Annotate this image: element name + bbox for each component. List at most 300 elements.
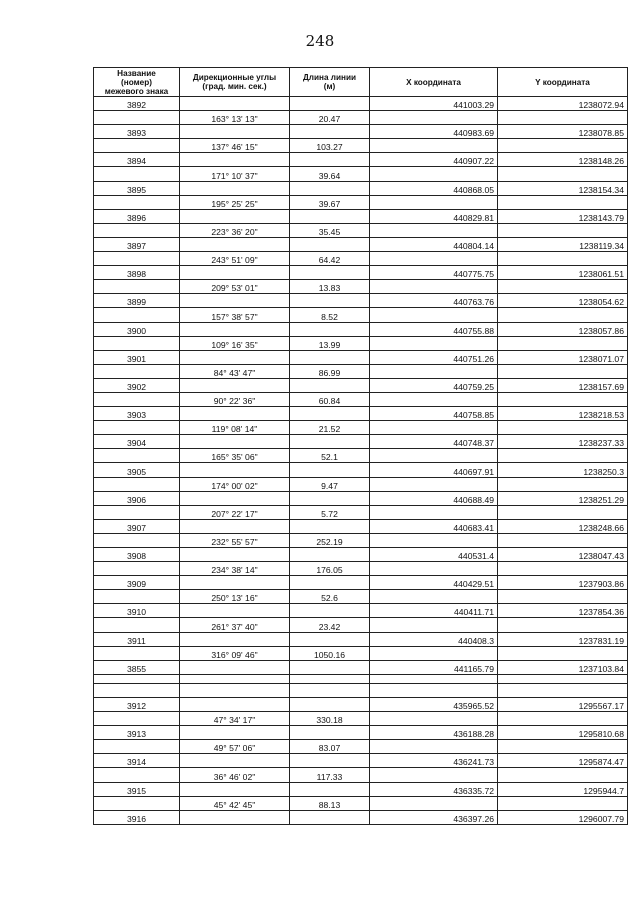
name-cell: 3904 <box>94 435 180 449</box>
length-cell <box>290 153 370 167</box>
name-cell <box>94 618 180 632</box>
y-coordinate-cell: 1237103.84 <box>498 660 628 674</box>
length-cell <box>290 726 370 740</box>
x-coordinate-cell <box>370 683 498 697</box>
length-cell: 176.05 <box>290 562 370 576</box>
x-coordinate-cell <box>370 505 498 519</box>
table-header-row <box>94 68 628 97</box>
y-coordinate-cell: 1238047.43 <box>498 548 628 562</box>
length-cell <box>290 491 370 505</box>
segment-row <box>94 252 628 266</box>
y-coordinate-cell <box>498 477 628 491</box>
x-coordinate-cell <box>370 252 498 266</box>
y-coordinate-cell: 1238061.51 <box>498 266 628 280</box>
angle-cell: 49° 57' 06" <box>180 740 290 754</box>
y-coordinate-cell: 1238248.66 <box>498 519 628 533</box>
y-coordinate-cell: 1238072.94 <box>498 97 628 111</box>
name-cell: 3895 <box>94 181 180 195</box>
name-cell: 3893 <box>94 125 180 139</box>
header-name <box>94 68 180 97</box>
y-coordinate-cell <box>498 683 628 697</box>
length-cell: 9.47 <box>290 477 370 491</box>
name-cell <box>94 308 180 322</box>
y-coordinate-cell <box>498 618 628 632</box>
segment-row <box>94 768 628 782</box>
angle-cell: 90° 22' 36" <box>180 392 290 406</box>
y-coordinate-cell <box>498 392 628 406</box>
x-coordinate-cell <box>370 111 498 125</box>
segment-row <box>94 712 628 726</box>
x-coordinate-cell: 440408.3 <box>370 632 498 646</box>
angle-cell <box>180 463 290 477</box>
header-length-line-1: Длина линии <box>302 73 357 82</box>
name-cell: 3912 <box>94 697 180 711</box>
segment-row <box>94 308 628 322</box>
name-cell <box>94 768 180 782</box>
page-number: 248 <box>305 32 335 50</box>
header-name-line-1: Название <box>117 68 156 78</box>
angle-cell <box>180 604 290 618</box>
name-cell: 3897 <box>94 237 180 251</box>
y-coordinate-cell: 1295944.7 <box>498 782 628 796</box>
length-cell <box>290 754 370 768</box>
name-cell <box>94 740 180 754</box>
length-cell: 88.13 <box>290 796 370 810</box>
angle-cell <box>180 322 290 336</box>
x-coordinate-cell: 440829.81 <box>370 209 498 223</box>
segment-row <box>94 590 628 604</box>
segment-row <box>94 392 628 406</box>
length-cell <box>290 350 370 364</box>
length-cell: 117.33 <box>290 768 370 782</box>
length-cell: 252.19 <box>290 533 370 547</box>
angle-cell <box>180 548 290 562</box>
length-cell <box>290 181 370 195</box>
angle-cell: 243° 51' 09" <box>180 252 290 266</box>
angle-cell <box>180 576 290 590</box>
y-coordinate-cell: 1238143.79 <box>498 209 628 223</box>
x-coordinate-cell: 440429.51 <box>370 576 498 590</box>
name-cell: 3855 <box>94 660 180 674</box>
point-row <box>94 97 628 111</box>
angle-cell: 165° 35' 06" <box>180 449 290 463</box>
angle-cell <box>180 378 290 392</box>
x-coordinate-cell: 440775.75 <box>370 266 498 280</box>
segment-row <box>94 336 628 350</box>
point-row <box>94 266 628 280</box>
name-cell <box>94 252 180 266</box>
x-coordinate-cell: 440868.05 <box>370 181 498 195</box>
angle-cell <box>180 350 290 364</box>
y-coordinate-cell: 1238157.69 <box>498 378 628 392</box>
segment-row <box>94 167 628 181</box>
name-cell: 3900 <box>94 322 180 336</box>
length-cell <box>290 683 370 697</box>
point-row <box>94 125 628 139</box>
angle-cell: 47° 34' 17" <box>180 712 290 726</box>
x-coordinate-cell <box>370 223 498 237</box>
header-x-line-1: X координата <box>406 77 461 87</box>
x-coordinate-cell: 435965.52 <box>370 697 498 711</box>
x-coordinate-cell: 440983.69 <box>370 125 498 139</box>
x-coordinate-cell: 441003.29 <box>370 97 498 111</box>
y-coordinate-cell <box>498 740 628 754</box>
segment-row <box>94 740 628 754</box>
y-coordinate-cell <box>498 195 628 209</box>
y-coordinate-cell <box>498 111 628 125</box>
y-coordinate-cell: 1238148.26 <box>498 153 628 167</box>
length-cell: 5.72 <box>290 505 370 519</box>
x-coordinate-cell <box>370 167 498 181</box>
name-cell: 3915 <box>94 782 180 796</box>
y-coordinate-cell <box>498 533 628 547</box>
x-coordinate-cell <box>370 618 498 632</box>
x-coordinate-cell <box>370 195 498 209</box>
name-cell <box>94 139 180 153</box>
y-coordinate-cell: 1295810.68 <box>498 726 628 740</box>
y-coordinate-cell <box>498 223 628 237</box>
x-coordinate-cell: 440697.91 <box>370 463 498 477</box>
y-coordinate-cell <box>498 308 628 322</box>
x-coordinate-cell: 440683.41 <box>370 519 498 533</box>
point-row <box>94 378 628 392</box>
angle-cell: 119° 08' 14" <box>180 421 290 435</box>
angle-cell <box>180 294 290 308</box>
point-row <box>94 632 628 646</box>
header-length <box>290 68 370 97</box>
length-cell: 64.42 <box>290 252 370 266</box>
name-cell: 3896 <box>94 209 180 223</box>
segment-row <box>94 280 628 294</box>
header-name-line-2: (номер) <box>121 77 152 87</box>
name-cell <box>94 533 180 547</box>
y-coordinate-cell <box>498 796 628 810</box>
angle-cell <box>180 153 290 167</box>
angle-cell: 232° 55' 57" <box>180 533 290 547</box>
name-cell: 3901 <box>94 350 180 364</box>
length-cell: 8.52 <box>290 308 370 322</box>
header-angle-line-1: Дирекционные углы <box>192 73 277 82</box>
angle-cell <box>180 683 290 697</box>
x-coordinate-cell: 436397.26 <box>370 810 498 824</box>
blank-row <box>94 683 628 697</box>
name-cell: 3914 <box>94 754 180 768</box>
y-coordinate-cell: 1237854.36 <box>498 604 628 618</box>
y-coordinate-cell: 1238078.85 <box>498 125 628 139</box>
y-coordinate-cell: 1296007.79 <box>498 810 628 824</box>
y-coordinate-cell: 1238237.33 <box>498 435 628 449</box>
x-coordinate-cell: 436241.73 <box>370 754 498 768</box>
header-length-line-2: (м) <box>323 82 336 91</box>
header-angle <box>180 68 290 97</box>
angle-cell <box>180 209 290 223</box>
x-coordinate-cell <box>370 674 498 683</box>
point-row <box>94 604 628 618</box>
name-cell <box>94 505 180 519</box>
angle-cell <box>180 125 290 139</box>
x-coordinate-cell <box>370 139 498 153</box>
length-cell <box>290 674 370 683</box>
angle-cell: 261° 37' 40" <box>180 618 290 632</box>
x-coordinate-cell: 436188.28 <box>370 726 498 740</box>
length-cell <box>290 632 370 646</box>
point-row <box>94 181 628 195</box>
name-cell: 3908 <box>94 548 180 562</box>
angle-cell: 223° 36' 20" <box>180 223 290 237</box>
length-cell <box>290 548 370 562</box>
y-coordinate-cell <box>498 646 628 660</box>
length-cell: 21.52 <box>290 421 370 435</box>
angle-cell <box>180 754 290 768</box>
name-cell <box>94 712 180 726</box>
x-coordinate-cell <box>370 768 498 782</box>
x-coordinate-cell: 440758.85 <box>370 407 498 421</box>
x-coordinate-cell <box>370 740 498 754</box>
angle-cell: 109° 16' 35" <box>180 336 290 350</box>
x-coordinate-cell: 440411.71 <box>370 604 498 618</box>
name-cell <box>94 280 180 294</box>
point-row <box>94 754 628 768</box>
y-coordinate-cell: 1238119.34 <box>498 237 628 251</box>
angle-cell: 36° 46' 02" <box>180 768 290 782</box>
point-row <box>94 548 628 562</box>
y-coordinate-cell <box>498 336 628 350</box>
y-coordinate-cell <box>498 421 628 435</box>
y-coordinate-cell: 1237903.86 <box>498 576 628 590</box>
length-cell <box>290 519 370 533</box>
x-coordinate-cell: 436335.72 <box>370 782 498 796</box>
header-x <box>370 68 498 97</box>
x-coordinate-cell: 440755.88 <box>370 322 498 336</box>
name-cell: 3911 <box>94 632 180 646</box>
angle-cell: 137° 46' 15" <box>180 139 290 153</box>
y-coordinate-cell: 1295874.47 <box>498 754 628 768</box>
point-row <box>94 576 628 590</box>
angle-cell <box>180 660 290 674</box>
y-coordinate-cell <box>498 562 628 576</box>
segment-row <box>94 449 628 463</box>
boundary-coordinates-table <box>93 67 628 825</box>
separator-row <box>94 674 628 683</box>
length-cell <box>290 660 370 674</box>
name-cell: 3906 <box>94 491 180 505</box>
segment-row <box>94 139 628 153</box>
angle-cell <box>180 726 290 740</box>
name-cell <box>94 796 180 810</box>
angle-cell <box>180 181 290 195</box>
name-cell: 3907 <box>94 519 180 533</box>
x-coordinate-cell <box>370 646 498 660</box>
length-cell <box>290 209 370 223</box>
length-cell <box>290 378 370 392</box>
point-row <box>94 519 628 533</box>
x-coordinate-cell: 440759.25 <box>370 378 498 392</box>
point-row <box>94 435 628 449</box>
x-coordinate-cell: 441165.79 <box>370 660 498 674</box>
name-cell <box>94 195 180 209</box>
x-coordinate-cell: 440748.37 <box>370 435 498 449</box>
x-coordinate-cell <box>370 562 498 576</box>
y-coordinate-cell: 1237831.19 <box>498 632 628 646</box>
point-row <box>94 810 628 824</box>
x-coordinate-cell <box>370 392 498 406</box>
segment-row <box>94 421 628 435</box>
point-row <box>94 407 628 421</box>
length-cell <box>290 697 370 711</box>
header-angle-line-2: (град. мин. сек.) <box>202 82 267 91</box>
length-cell: 20.47 <box>290 111 370 125</box>
name-cell <box>94 590 180 604</box>
y-coordinate-cell <box>498 167 628 181</box>
length-cell: 103.27 <box>290 139 370 153</box>
y-coordinate-cell <box>498 364 628 378</box>
angle-cell: 45° 42' 45" <box>180 796 290 810</box>
segment-row <box>94 223 628 237</box>
length-cell: 60.84 <box>290 392 370 406</box>
length-cell: 39.64 <box>290 167 370 181</box>
length-cell <box>290 463 370 477</box>
angle-cell <box>180 519 290 533</box>
segment-row <box>94 364 628 378</box>
y-coordinate-cell: 1238251.29 <box>498 491 628 505</box>
x-coordinate-cell <box>370 336 498 350</box>
x-coordinate-cell: 440907.22 <box>370 153 498 167</box>
point-row <box>94 322 628 336</box>
table-body <box>94 97 628 825</box>
length-cell: 83.07 <box>290 740 370 754</box>
y-coordinate-cell: 1295567.17 <box>498 697 628 711</box>
point-row <box>94 350 628 364</box>
length-cell <box>290 237 370 251</box>
point-row <box>94 491 628 505</box>
x-coordinate-cell: 440531.4 <box>370 548 498 562</box>
length-cell <box>290 125 370 139</box>
length-cell <box>290 604 370 618</box>
point-row <box>94 294 628 308</box>
x-coordinate-cell: 440804.14 <box>370 237 498 251</box>
length-cell: 86.99 <box>290 364 370 378</box>
y-coordinate-cell <box>498 139 628 153</box>
y-coordinate-cell <box>498 712 628 726</box>
x-coordinate-cell <box>370 449 498 463</box>
length-cell: 1050.16 <box>290 646 370 660</box>
name-cell <box>94 646 180 660</box>
y-coordinate-cell <box>498 590 628 604</box>
segment-row <box>94 618 628 632</box>
length-cell <box>290 435 370 449</box>
x-coordinate-cell <box>370 280 498 294</box>
x-coordinate-cell <box>370 421 498 435</box>
name-cell <box>94 421 180 435</box>
point-row <box>94 463 628 477</box>
angle-cell <box>180 810 290 824</box>
name-cell: 3905 <box>94 463 180 477</box>
name-cell: 3898 <box>94 266 180 280</box>
name-cell: 3903 <box>94 407 180 421</box>
angle-cell <box>180 697 290 711</box>
x-coordinate-cell: 440688.49 <box>370 491 498 505</box>
y-coordinate-cell: 1238071.07 <box>498 350 628 364</box>
point-row <box>94 697 628 711</box>
length-cell <box>290 322 370 336</box>
point-row <box>94 209 628 223</box>
y-coordinate-cell <box>498 674 628 683</box>
angle-cell: 207° 22' 17" <box>180 505 290 519</box>
length-cell: 13.99 <box>290 336 370 350</box>
name-cell <box>94 562 180 576</box>
point-row <box>94 660 628 674</box>
x-coordinate-cell <box>370 590 498 604</box>
name-cell <box>94 167 180 181</box>
point-row <box>94 237 628 251</box>
name-cell: 3899 <box>94 294 180 308</box>
angle-cell: 209° 53' 01" <box>180 280 290 294</box>
angle-cell: 157° 38' 57" <box>180 308 290 322</box>
y-coordinate-cell <box>498 768 628 782</box>
y-coordinate-cell <box>498 280 628 294</box>
name-cell <box>94 111 180 125</box>
angle-cell <box>180 237 290 251</box>
angle-cell: 163° 13' 13" <box>180 111 290 125</box>
angle-cell: 174° 00' 02" <box>180 477 290 491</box>
length-cell: 35.45 <box>290 223 370 237</box>
angle-cell <box>180 266 290 280</box>
name-cell: 3902 <box>94 378 180 392</box>
name-cell <box>94 364 180 378</box>
name-cell <box>94 477 180 491</box>
y-coordinate-cell <box>498 505 628 519</box>
segment-row <box>94 505 628 519</box>
segment-row <box>94 477 628 491</box>
header-y <box>498 68 628 97</box>
length-cell: 23.42 <box>290 618 370 632</box>
y-coordinate-cell <box>498 252 628 266</box>
length-cell <box>290 782 370 796</box>
length-cell: 13.83 <box>290 280 370 294</box>
length-cell <box>290 266 370 280</box>
length-cell: 330.18 <box>290 712 370 726</box>
y-coordinate-cell: 1238054.62 <box>498 294 628 308</box>
y-coordinate-cell: 1238154.34 <box>498 181 628 195</box>
x-coordinate-cell <box>370 477 498 491</box>
angle-cell <box>180 491 290 505</box>
name-cell: 3916 <box>94 810 180 824</box>
angle-cell <box>180 435 290 449</box>
angle-cell: 84° 43' 47" <box>180 364 290 378</box>
angle-cell <box>180 632 290 646</box>
length-cell <box>290 294 370 308</box>
angle-cell <box>180 407 290 421</box>
point-row <box>94 782 628 796</box>
point-row <box>94 726 628 740</box>
x-coordinate-cell <box>370 796 498 810</box>
name-cell <box>94 392 180 406</box>
angle-cell <box>180 97 290 111</box>
x-coordinate-cell: 440763.76 <box>370 294 498 308</box>
name-cell <box>94 674 180 683</box>
x-coordinate-cell <box>370 364 498 378</box>
x-coordinate-cell <box>370 308 498 322</box>
length-cell: 52.1 <box>290 449 370 463</box>
segment-row <box>94 562 628 576</box>
length-cell: 39.67 <box>290 195 370 209</box>
name-cell <box>94 683 180 697</box>
name-cell <box>94 336 180 350</box>
header-y-line-1: Y координата <box>535 77 590 87</box>
y-coordinate-cell: 1238218.53 <box>498 407 628 421</box>
length-cell <box>290 810 370 824</box>
y-coordinate-cell <box>498 449 628 463</box>
